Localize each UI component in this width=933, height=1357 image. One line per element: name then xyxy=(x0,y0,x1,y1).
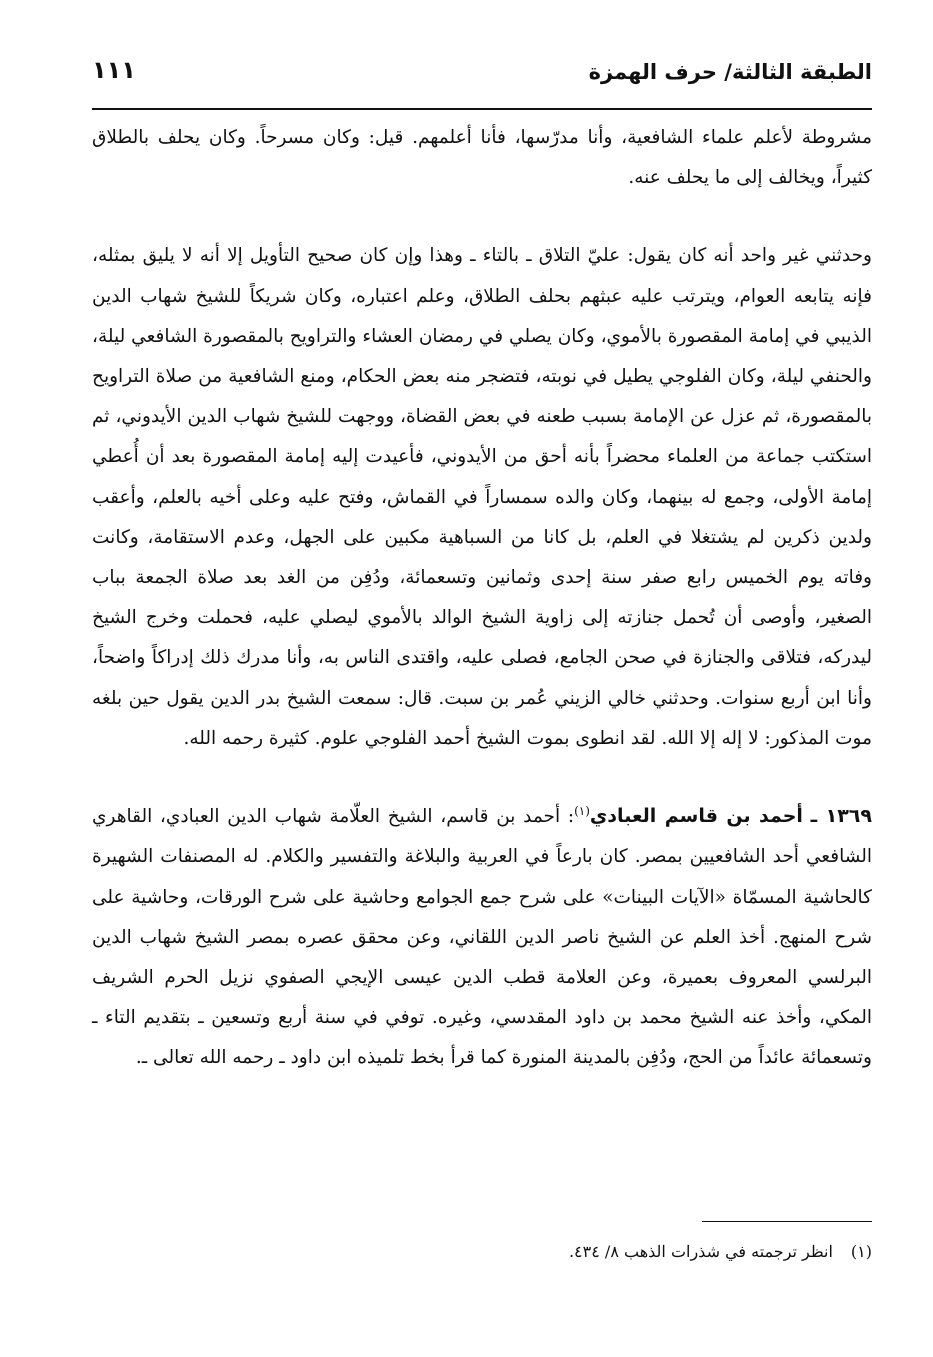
main-text xyxy=(92,118,872,1079)
paragraph-anecdote: وحدثني غير واحد أنه كان يقول: عليّ التلاق ـ بالتاء ـ وهذا وإن كان صحيح التأويل إلا أنه لا يليق بمثله، فإنه يتابعه العوام، ويترتب عليه عبثهم بحلف الطلاق، وعلم اعتباره، وكان شريكاً للشيخ شهاب الدين الذيبي في إمامة المقصورة بالأموي، وكان يصلي في رمضان العشاء والتراويح بالمقصورة الشافعي ليلة، والحنفي ليلة، وكان الفلوجي يطيل في نوبته، فتضجر منه بعض الحكام، ومنع الشافعية من صلاة التراويح بالمقصورة، ثم عزل عن الإمامة بسبب طعنه في بعض القضاة، ووجهت للشيخ شهاب الدين الأيدوني، ثم استكتب جماعة من العلماء محضراً بأنه أحق من الأيدوني، فأعيدت إليه إمامة المقصورة بعد أن أُعطي إمامة الأولى، وجمع له بينهما، وكان والده سمساراً في القماش، وفتح عليه وعلى أخيه بالعلم، وأعقب ولدين ذكرين لم يشتغلا في العلم، بل كانا من السباهية مكبين على الجهل، وعدم الاستقامة، وكانت وفاته يوم الخميس رابع صفر سنة إحدى وثمانين وتسعمائة، ودُفِن من الغد بعد صلاة الجمعة بباب الصغير، وأوصى أن تُحمل جنازته إلى زاوية الشيخ الوالد بالأموي ليصلي عليه، فحملت وخرج الشيخ ليدركه، فتلاقى والجنازة في صحن الجامع، فصلى عليه، واقتدى الناس به، وأنا مدرك ذلك إدراكاً واضحاً، وأنا ابن أربع سنوات. وحدثني خالي الزيني عُمر بن سبت. قال: سمعت الشيخ بدر الدين يقول حين بلغه موت المذكور: لا إله إلا الله. لقد انطوى بموت الشيخ أحمد الفلوجي علوم. كثيرة رحمه الله. xyxy=(92,245,872,749)
running-title: الطبقة الثالثة/ حرف الهمزة xyxy=(588,60,872,84)
paragraph-gap xyxy=(92,198,872,236)
entry-text: : أحمد بن قاسم، الشيخ العلّامة شهاب الدين العبادي، القاهري الشافعي أحد الشافعيين بمصر. كان بارعاً في العربية والبلاغة والتفسير والكلام. له المصنفات الشهيرة كالحاشية المسمّاة «الآيات البينات» على شرح جمع الجوامع وحاشية على شرح الورقات، وحاشية على شرح المنهج. أخذ العلم عن الشيخ ناصر الدين اللقاني، وعن محقق عصره بمصر الشيخ شهاب الدين البرلسي المعروف بعميرة، وعن العلامة قطب الدين عيسى الإيجي الصفوي نزيل الحرم الشريف المكي، وأخذ عنه الشيخ محمد بن داود المقدسي، وغيره. توفي في سنة أربع وتسعين ـ بتقديم التاء ـ وتسعمائة عائداً من الحج، ودُفِن بالمدينة المنورة كما قرأ بخط تلميذه ابن داود ـ رحمه الله تعالى ـ. xyxy=(92,806,872,1069)
entry-name: أحمد بن قاسم العبادي xyxy=(589,805,803,828)
entry-paragraph xyxy=(92,791,872,1079)
entry-number: ١٣٦٩ ـ xyxy=(810,805,872,828)
paragraph-gap xyxy=(92,759,872,791)
page-number: ١١١ xyxy=(92,56,136,84)
footnote-rule xyxy=(702,1221,872,1222)
header-rule xyxy=(92,108,872,110)
footnote-text: انظر ترجمته في شذرات الذهب ٨/ ٤٣٤. xyxy=(568,1242,833,1261)
paragraph-continuation: مشروطة لأعلم علماء الشافعية، وأنا مدرّسها، فأنا أعلمهم. قيل: وكان مسرحاً. وكان يحلف بالطلاق كثيراً، ويخالف إلى ما يحلف عنه. xyxy=(92,127,872,189)
page-header xyxy=(92,52,872,102)
footnote-marker: (١) xyxy=(850,1242,872,1261)
footnote-reference[interactable]: (١) xyxy=(574,804,590,819)
footnote xyxy=(92,1240,872,1264)
